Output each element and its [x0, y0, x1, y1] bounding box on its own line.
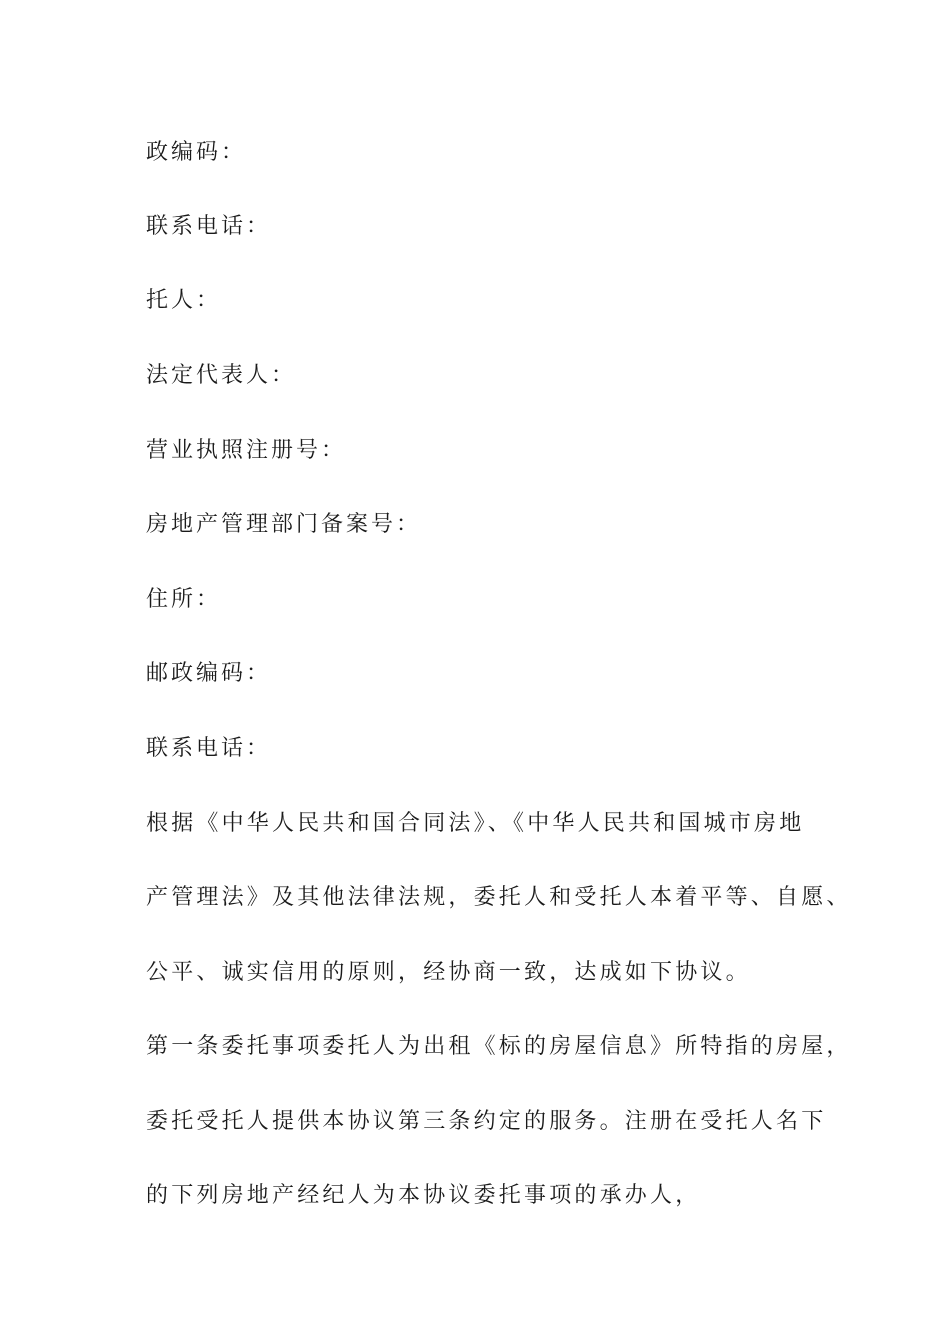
- field-phone-2: 联系电话：: [146, 736, 272, 761]
- article-one-line-1: 第一条委托事项委托人为出租《标的房屋信息》所特指的房屋，: [146, 1034, 852, 1059]
- field-postal-code-partial: 政编码：: [146, 140, 247, 165]
- preamble-line-2: 产管理法》及其他法律法规，委托人和受托人本着平等、自愿、: [146, 885, 852, 910]
- field-business-license-number: 营业执照注册号：: [146, 438, 347, 463]
- preamble-line-3: 公平、诚实信用的原则，经协商一致，达成如下协议。: [146, 960, 751, 985]
- preamble-line-1: 根据《中华人民共和国合同法》、《中华人民共和国城市房地: [146, 811, 805, 836]
- field-postal-code: 邮政编码：: [146, 661, 272, 686]
- field-real-estate-filing-number: 房地产管理部门备案号：: [146, 512, 422, 537]
- field-legal-representative: 法定代表人：: [146, 363, 297, 388]
- article-one-line-2: 委托受托人提供本协议第三条约定的服务。注册在受托人名下: [146, 1109, 827, 1134]
- article-one-line-3: 的下列房地产经纪人为本协议委托事项的承办人，: [146, 1183, 701, 1208]
- field-address: 住所：: [146, 587, 222, 612]
- field-trustee-partial: 托人：: [146, 288, 222, 313]
- field-phone-1: 联系电话：: [146, 214, 272, 239]
